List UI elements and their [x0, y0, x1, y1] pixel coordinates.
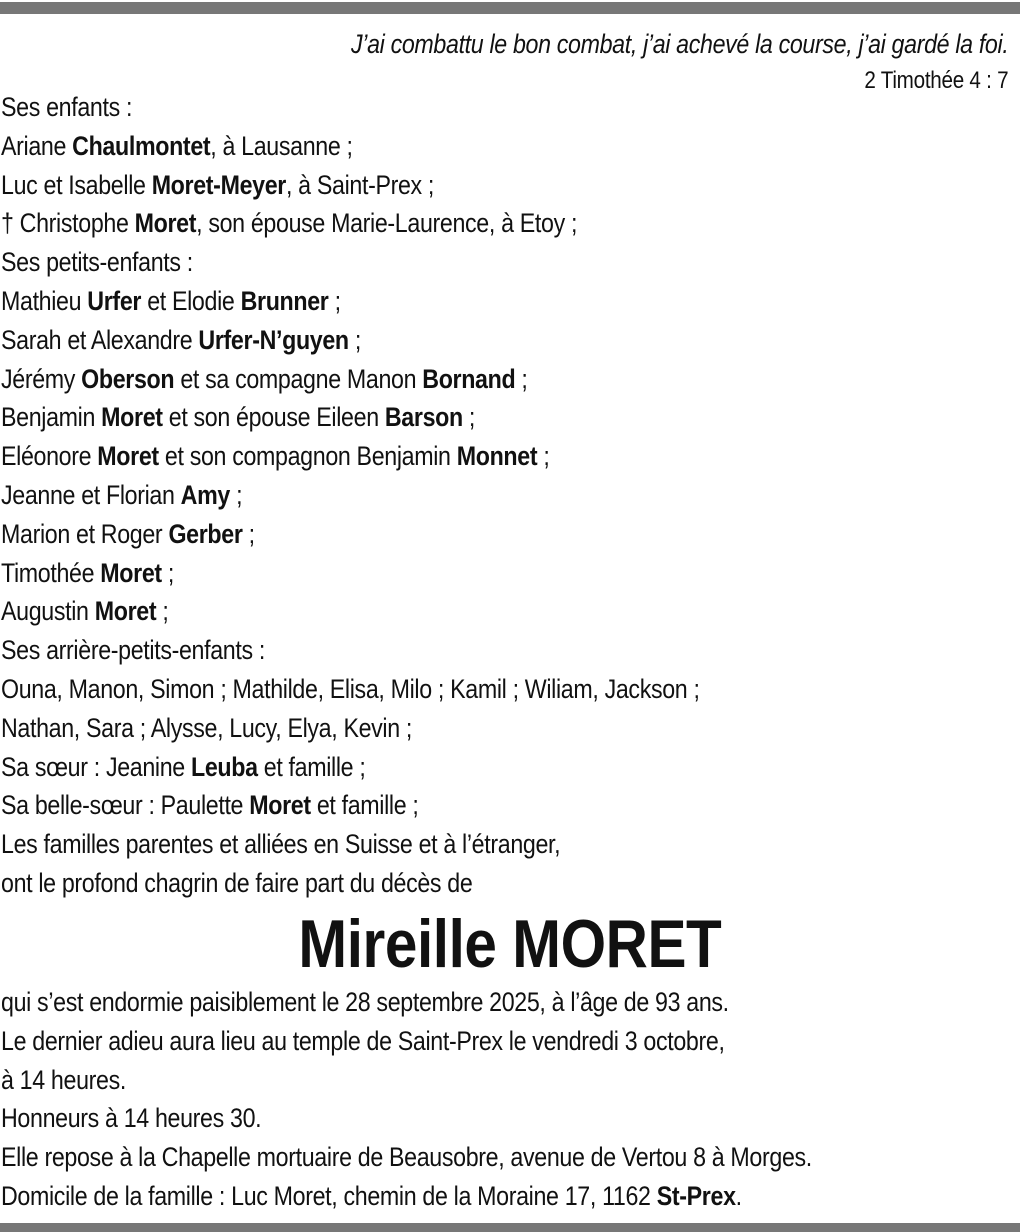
- text-segment: Elle repose à la Chapelle mortuaire de Beausobre, avenue de Vertou 8 à Morges.: [1, 1142, 812, 1173]
- surname: St-Prex: [656, 1180, 736, 1211]
- family-line: [1, 243, 700, 282]
- text-segment: Ouna, Manon, Simon ; Mathilde, Elisa, Milo ; Kamil ; Wiliam, Jackson ;: [1, 673, 700, 704]
- detail-line: [1, 1022, 812, 1061]
- text-segment: Sa sœur : Jeanine: [1, 751, 191, 782]
- surname: Moret: [134, 208, 197, 239]
- text-segment: qui s’est endormie paisiblement le 28 septembre 2025, à l’âge de 93 ans.: [1, 987, 729, 1017]
- text-segment: Honneurs à 14 heures 30.: [1, 1103, 262, 1134]
- detail-line: [1, 1177, 812, 1216]
- text-segment: Marion et Roger: [1, 518, 169, 549]
- detail-line: [1, 983, 812, 1022]
- text-segment: Domicile de la famille : Luc Moret, chemin de la Moraine 17, 1162: [1, 1180, 657, 1211]
- family-line: [1, 204, 700, 243]
- family-line: [1, 88, 700, 127]
- detail-line: [1, 1061, 812, 1100]
- text-segment: , à Lausanne ;: [210, 130, 353, 161]
- text-segment: Les familles parentes et alliées en Suisse et à l’étranger,: [1, 829, 561, 860]
- text-segment: .: [735, 1180, 742, 1211]
- text-segment: Luc et Isabelle: [1, 169, 152, 200]
- text-segment: Sarah et Alexandre: [1, 324, 199, 355]
- surname: Bornand: [422, 363, 516, 394]
- text-segment: Timothée: [1, 557, 101, 588]
- text-segment: ;: [161, 557, 174, 588]
- text-segment: ;: [537, 441, 550, 472]
- deceased-name: [0, 903, 1020, 985]
- family-line: [1, 166, 700, 205]
- surname: Amy: [180, 479, 230, 510]
- text-segment: et Elodie: [141, 285, 241, 316]
- text-segment: , son épouse Marie-Laurence, à Etoy ;: [196, 208, 578, 239]
- surname: Barson: [384, 402, 463, 433]
- text-segment: Mathieu: [1, 285, 88, 316]
- text-segment: , à Saint-Prex ;: [285, 169, 435, 200]
- text-segment: et famille ;: [257, 751, 366, 782]
- surname: Urfer: [87, 285, 142, 316]
- family-line: [1, 321, 700, 360]
- text-segment: et famille ;: [310, 790, 419, 821]
- text-segment: Nathan, Sara ; Alysse, Lucy, Elya, Kevin ;: [1, 712, 413, 743]
- family-line: [1, 554, 700, 593]
- deceased-name-text: Mireille MORET: [298, 906, 722, 982]
- family-line: [1, 825, 700, 864]
- surname: Gerber: [168, 518, 243, 549]
- surname: Oberson: [81, 363, 175, 394]
- family-line: [1, 398, 700, 437]
- text-segment: Ses arrière-petits-enfants :: [1, 635, 265, 666]
- detail-line: [1, 1138, 812, 1177]
- text-segment: ;: [328, 285, 341, 316]
- family-line: [1, 670, 700, 709]
- text-segment: ont le profond chagrin de faire part du décès de: [1, 867, 473, 898]
- text-segment: ;: [462, 402, 476, 433]
- text-segment: ;: [242, 518, 255, 549]
- family-line: [1, 748, 700, 787]
- text-segment: Jérémy: [1, 363, 82, 394]
- text-segment: Ses petits-enfants :: [1, 247, 193, 278]
- surname: Monnet: [456, 441, 538, 472]
- text-segment: † Christophe: [1, 208, 135, 239]
- family-line: [1, 476, 700, 515]
- bible-verse: J’ai combattu le bon combat, j’ai achevé la course, j’ai gardé la foi.: [350, 29, 1008, 59]
- family-line: [1, 864, 700, 903]
- surname: Moret-Meyer: [151, 169, 286, 200]
- family-line: [1, 360, 700, 399]
- text-segment: ;: [229, 479, 243, 510]
- family-line: [1, 282, 700, 321]
- family-list: [1, 88, 813, 903]
- text-segment: Augustin: [1, 596, 95, 627]
- family-line: [1, 709, 700, 748]
- text-segment: Jeanne et Florian: [1, 479, 181, 510]
- surname: Moret: [101, 402, 163, 433]
- family-line: [1, 437, 700, 476]
- funeral-details: [1, 983, 944, 1216]
- family-line: [1, 631, 700, 670]
- text-segment: Ses enfants :: [1, 92, 133, 122]
- detail-line: [1, 1099, 812, 1138]
- text-segment: et son épouse Eileen: [162, 402, 385, 433]
- text-segment: ;: [156, 596, 169, 627]
- surname: Chaulmontet: [72, 130, 211, 161]
- top-rule: [0, 2, 1020, 14]
- surname: Moret: [100, 557, 162, 588]
- text-segment: Le dernier adieu aura lieu au temple de Saint-Prex le vendredi 3 octobre,: [1, 1025, 725, 1056]
- text-segment: et sa compagne Manon: [174, 363, 423, 394]
- surname: Urfer-N’guyen: [198, 324, 349, 355]
- family-line: [1, 127, 700, 166]
- family-line: [1, 786, 700, 825]
- text-segment: et son compagnon Benjamin: [158, 441, 457, 472]
- verse-reference: 2 Timothée 4 : 7: [864, 67, 1008, 94]
- bottom-rule: [0, 1223, 1020, 1232]
- surname: Moret: [249, 790, 311, 821]
- text-segment: Sa belle-sœur : Paulette: [1, 790, 250, 821]
- text-segment: à 14 heures.: [1, 1064, 126, 1095]
- text-segment: ;: [515, 363, 528, 394]
- text-segment: Eléonore: [1, 441, 98, 472]
- surname: Leuba: [190, 751, 258, 782]
- surname: Brunner: [240, 285, 329, 316]
- text-segment: ;: [348, 324, 361, 355]
- family-line: [1, 515, 700, 554]
- surname: Moret: [97, 441, 159, 472]
- surname: Moret: [94, 596, 157, 627]
- text-segment: Ariane: [1, 130, 73, 161]
- family-line: [1, 592, 700, 631]
- text-segment: Benjamin: [1, 402, 102, 433]
